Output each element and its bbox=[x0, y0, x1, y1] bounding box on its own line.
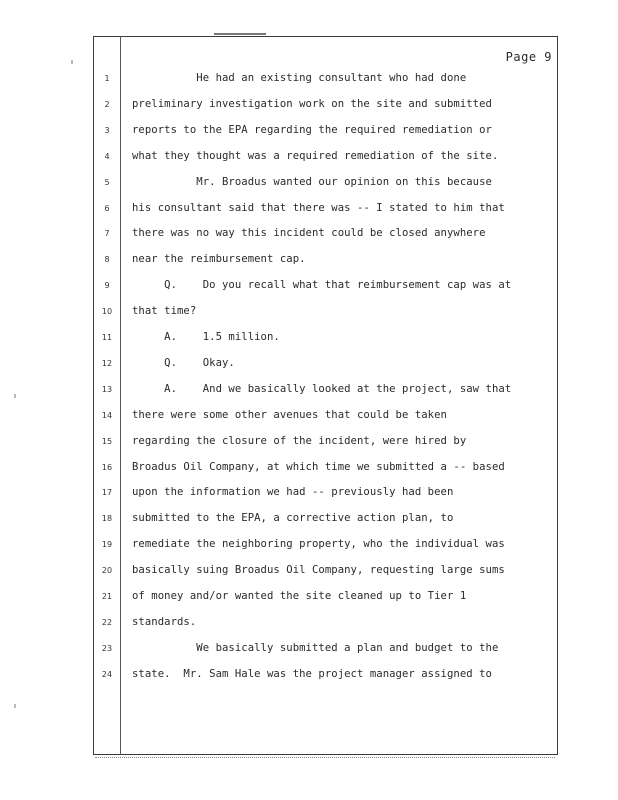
line-number: 14 bbox=[101, 410, 113, 420]
transcript-line bbox=[0, 512, 618, 538]
transcript-line bbox=[0, 564, 618, 590]
line-text: of money and/or wanted the site cleaned up to Tier 1 bbox=[132, 590, 467, 602]
line-number: 3 bbox=[104, 125, 110, 135]
line-number: 6 bbox=[104, 203, 110, 213]
line-number: 17 bbox=[101, 488, 113, 498]
line-text: regarding the closure of the incident, were hired by bbox=[132, 434, 467, 447]
line-text: Q. Okay. bbox=[132, 356, 235, 369]
line-number: 1 bbox=[104, 74, 110, 83]
line-number: 19 bbox=[101, 540, 113, 550]
line-text: that time? bbox=[132, 305, 197, 318]
page-number-header: Page 9 bbox=[505, 50, 552, 64]
line-text: Q. Do you recall what that reimbursement cap was at bbox=[132, 279, 512, 292]
line-text: We basically submitted a plan and budget to the bbox=[132, 641, 499, 654]
transcript-line bbox=[0, 668, 618, 694]
line-number: 2 bbox=[104, 99, 110, 109]
transcript-line bbox=[0, 202, 618, 228]
transcript-line bbox=[0, 486, 618, 512]
line-number: 5 bbox=[104, 177, 110, 187]
line-number: 21 bbox=[101, 592, 113, 601]
line-text: what they thought was a required remediation of the site. bbox=[132, 149, 499, 162]
line-number: 18 bbox=[101, 514, 113, 524]
transcript-line bbox=[0, 176, 618, 202]
transcript-line bbox=[0, 409, 618, 435]
transcript-line bbox=[0, 124, 618, 150]
line-number: 10 bbox=[101, 307, 113, 317]
line-text: He had an existing consultant who had done bbox=[132, 72, 467, 84]
line-number: 16 bbox=[101, 462, 113, 472]
line-text: there were some other avenues that could be taken bbox=[132, 408, 447, 421]
scan-bottom-mark bbox=[95, 757, 555, 760]
transcript-line bbox=[0, 590, 618, 616]
line-text: A. And we basically looked at the project, saw that bbox=[132, 382, 512, 395]
transcript-line bbox=[0, 461, 618, 487]
line-text: Mr. Broadus wanted our opinion on this because bbox=[132, 175, 492, 188]
line-number: 15 bbox=[101, 436, 113, 446]
line-number: 11 bbox=[101, 333, 113, 342]
transcript-line bbox=[0, 72, 618, 98]
line-number: 12 bbox=[101, 358, 113, 368]
line-text: upon the information we had -- previously had been bbox=[132, 486, 454, 499]
line-text: his consultant said that there was -- I stated to him that bbox=[132, 201, 505, 214]
transcript-line bbox=[0, 98, 618, 124]
line-text: A. 1.5 million. bbox=[132, 331, 280, 343]
line-text: state. Mr. Sam Hale was the project manager assigned to bbox=[132, 667, 492, 680]
line-text: basically suing Broadus Oil Company, requesting large sums bbox=[132, 564, 505, 577]
line-text: submitted to the EPA, a corrective action plan, to bbox=[132, 512, 454, 525]
line-number: 7 bbox=[104, 229, 110, 239]
line-text: reports to the EPA regarding the required remediation or bbox=[132, 123, 492, 136]
line-number: 20 bbox=[101, 566, 113, 576]
transcript-line bbox=[0, 538, 618, 564]
transcript-line bbox=[0, 642, 618, 668]
transcript-line bbox=[0, 383, 618, 409]
transcript-line bbox=[0, 150, 618, 176]
line-number: 9 bbox=[104, 281, 110, 291]
transcript-line bbox=[0, 331, 618, 357]
transcript-line bbox=[0, 279, 618, 305]
transcript-line bbox=[0, 357, 618, 383]
line-number: 24 bbox=[101, 669, 113, 679]
line-number: 23 bbox=[101, 643, 113, 653]
transcript-line bbox=[0, 435, 618, 461]
line-text: there was no way this incident could be closed anywhere bbox=[132, 227, 486, 240]
line-text: near the reimbursement cap. bbox=[132, 253, 306, 266]
transcript-line bbox=[0, 305, 618, 331]
line-text: remediate the neighboring property, who the individual was bbox=[132, 538, 505, 551]
line-number: 8 bbox=[104, 255, 110, 265]
scan-margin-mark bbox=[71, 60, 73, 64]
line-text: standards. bbox=[132, 615, 197, 628]
scan-margin-mark bbox=[14, 704, 16, 708]
scan-top-mark bbox=[214, 33, 266, 35]
transcript-line bbox=[0, 227, 618, 253]
line-number: 4 bbox=[104, 151, 110, 161]
transcript-line bbox=[0, 253, 618, 279]
line-number: 22 bbox=[101, 617, 113, 627]
line-text: Broadus Oil Company, at which time we submitted a -- based bbox=[132, 460, 505, 473]
transcript-line bbox=[0, 616, 618, 642]
line-number: 13 bbox=[101, 384, 113, 394]
line-text: preliminary investigation work on the site and submitted bbox=[132, 97, 492, 110]
